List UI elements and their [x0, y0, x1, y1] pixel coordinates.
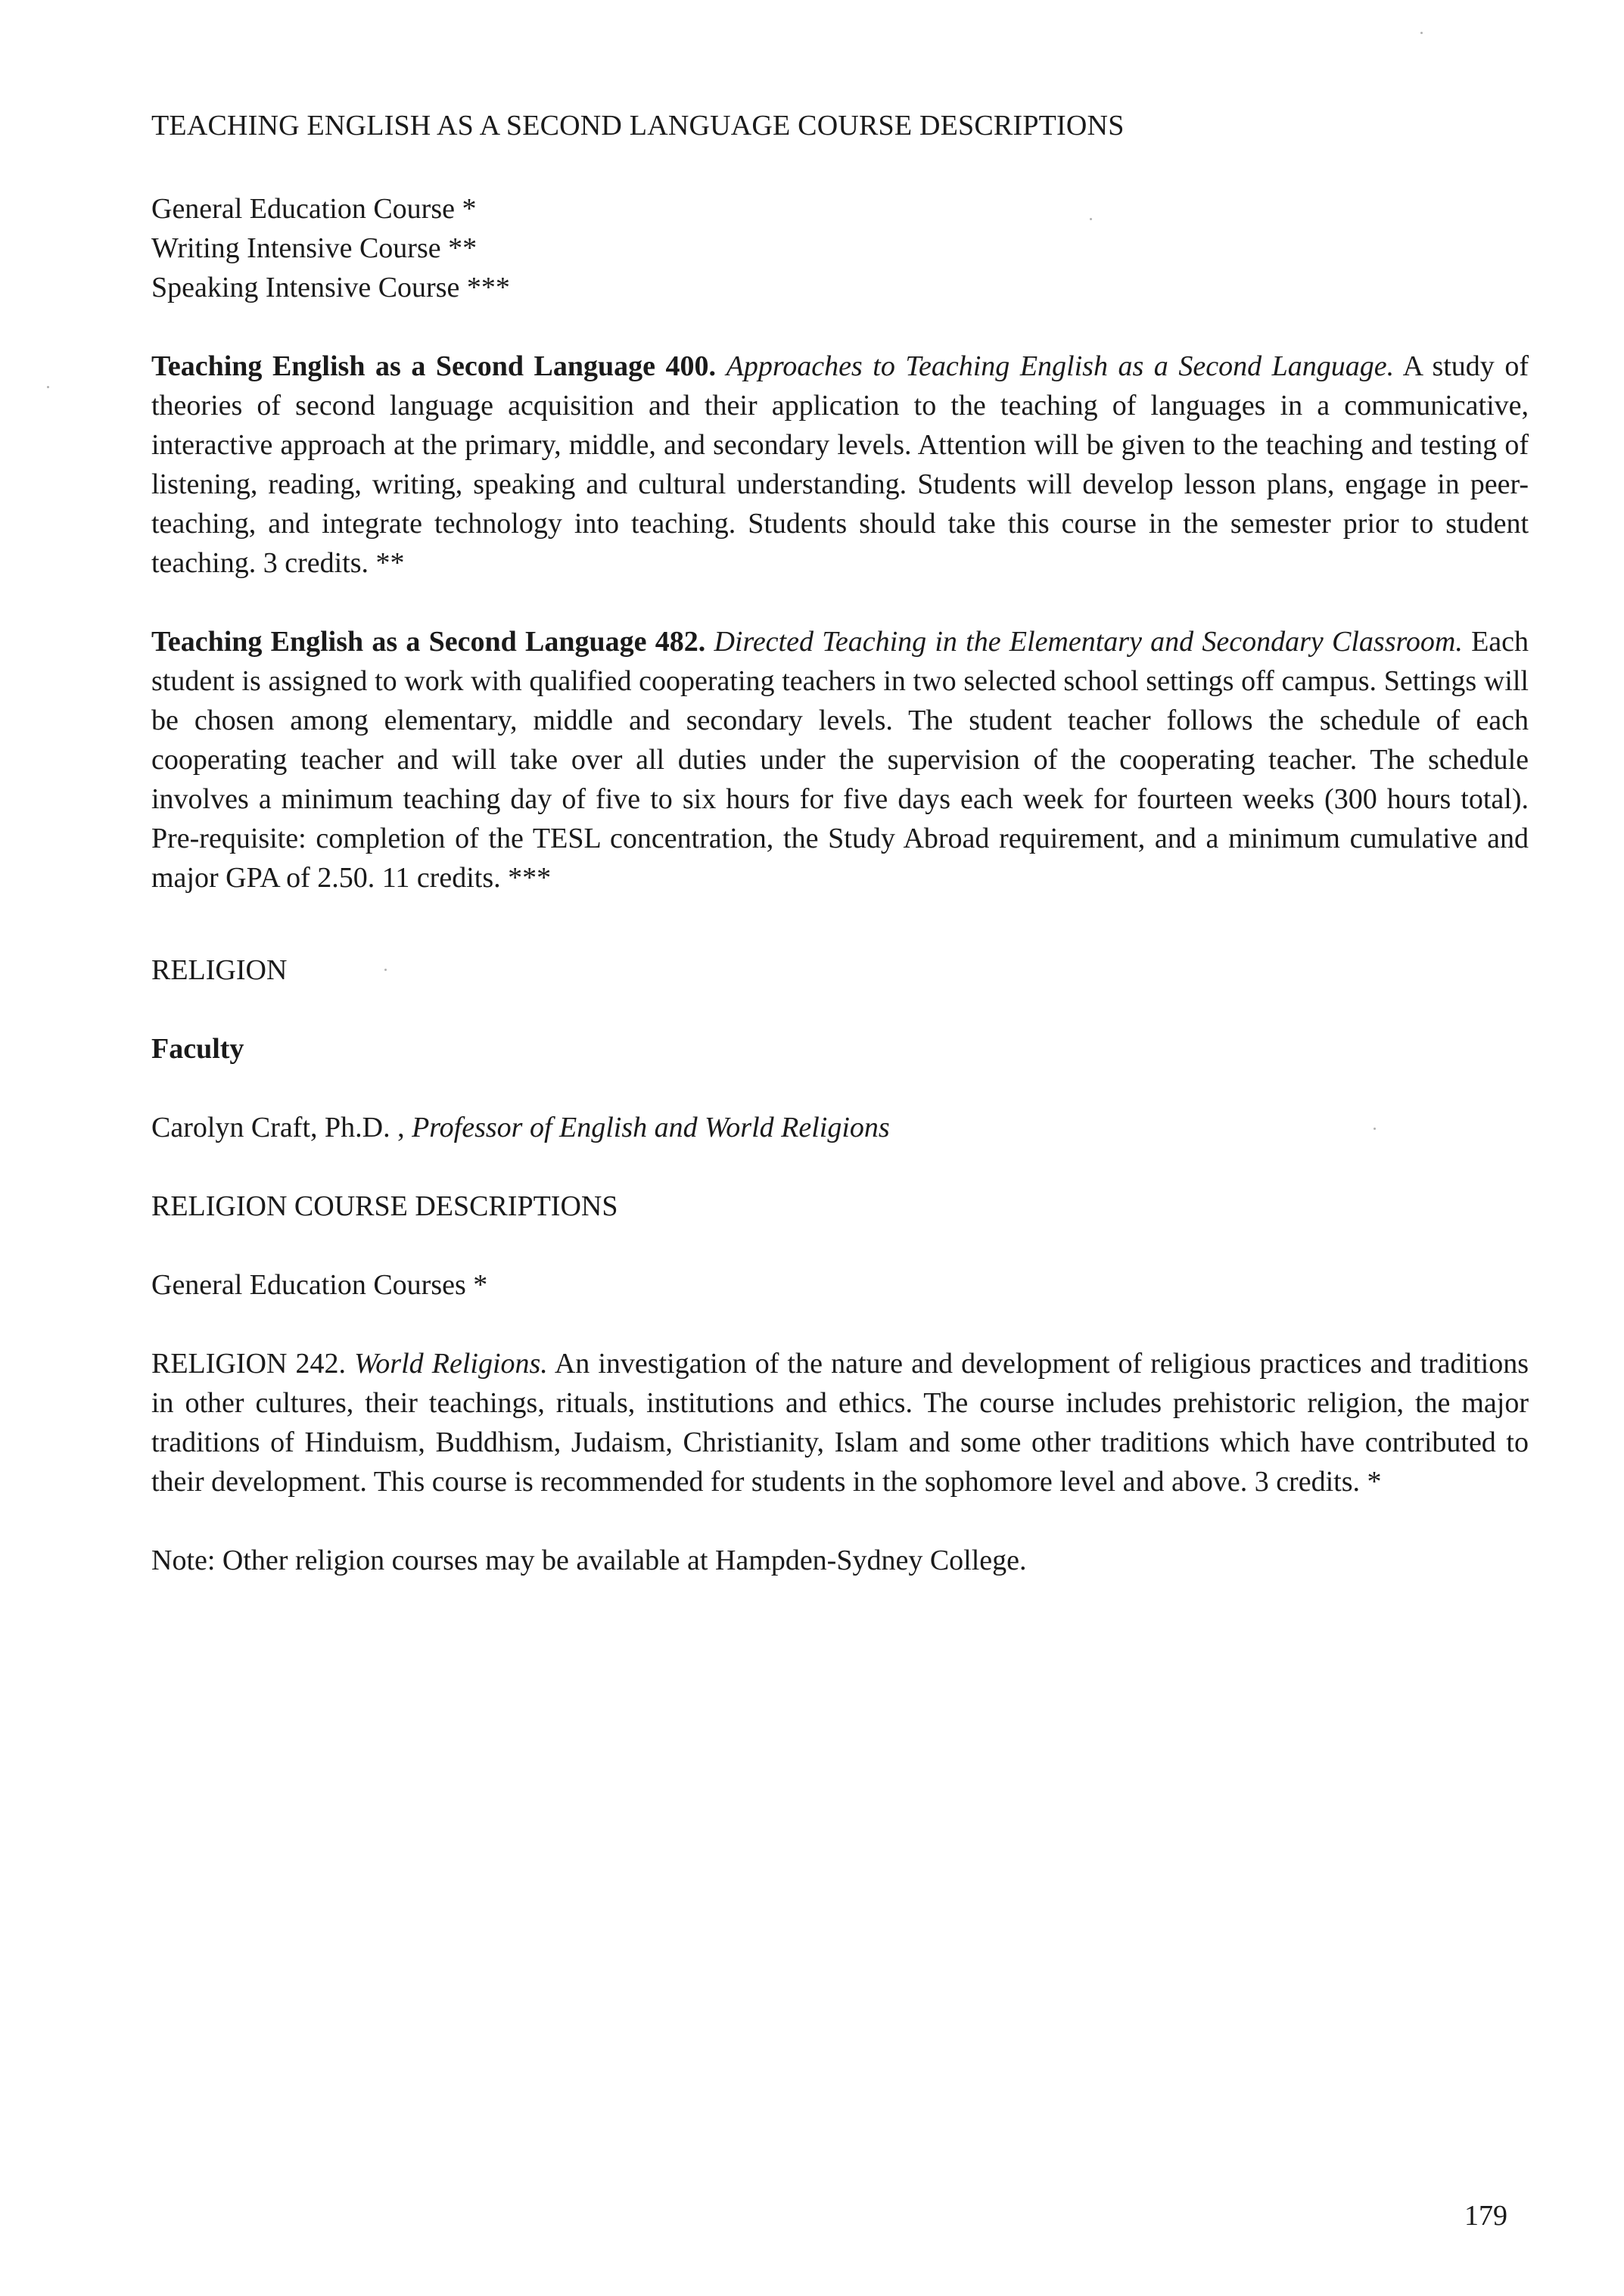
course-number: Teaching English as a Second Language 482.: [151, 626, 706, 658]
course-tesl-482: [151, 622, 1529, 898]
scan-speck: [1090, 218, 1092, 220]
course-title: World Religions.: [354, 1348, 548, 1380]
scan-speck: [1420, 32, 1423, 34]
course-number: Teaching English as a Second Language 400.: [151, 350, 717, 382]
faculty-label: Faculty: [151, 1033, 244, 1065]
legend-general-education: General Education Course *: [151, 193, 477, 225]
tesl-legend: [151, 189, 1529, 307]
religion-note: Note: Other religion courses may be available at Hampden-Sydney College.: [151, 1545, 1027, 1576]
legend-writing-intensive: Writing Intensive Course **: [151, 232, 478, 264]
course-tesl-400: [151, 347, 1529, 583]
tesl-heading: TEACHING ENGLISH AS A SECOND LANGUAGE COURSE DESCRIPTIONS: [151, 110, 1125, 142]
religion-heading: RELIGION: [151, 954, 288, 986]
religion-course-heading: RELIGION COURSE DESCRIPTIONS: [151, 1190, 618, 1222]
course-description: An investigation of the nature and development of religious practices and traditions in other cultures, their teachings, rituals, institutions and ethics. The course includes prehistoric religion, the major traditions of Hinduism, Buddhism, Judaism, Christianity, Islam and some other traditions which have contributed to their development. This course is recommended for students in the sophomore level and above. 3 credits. *: [151, 1348, 1529, 1498]
course-description: A study of theories of second language acquisition and their application to the teaching of languages in a communicative, interactive approach at the primary, middle, and secondary levels. Attention will be given to the teaching and testing of listening, reading, writing, speaking and cultural understanding. Students will develop lesson plans, engage in peer-teaching, and integrate technology into teaching. Students should take this course in the semester prior to student teaching. 3 credits. **: [151, 350, 1529, 579]
course-religion-242: [151, 1344, 1529, 1501]
faculty-title: Professor of English and World Religions: [412, 1112, 890, 1143]
scan-speck: [47, 386, 49, 388]
course-title: Approaches to Teaching English as a Second Language.: [726, 350, 1395, 382]
scan-speck: [1374, 1128, 1376, 1130]
faculty-member: [151, 1108, 1529, 1147]
faculty-name: Carolyn Craft, Ph.D. ,: [151, 1112, 405, 1143]
page-number: 179: [1464, 2200, 1507, 2232]
course-description: Each student is assigned to work with qualified cooperating teachers in two selected school settings off campus. Settings will be chosen among elementary, middle and secondary levels. The student teacher follows the schedule of each cooperating teacher and will take over all duties under the supervision of the cooperating teacher. The schedule involves a minimum teaching day of five to six hours for five days each week for fourteen weeks (300 hours total). Pre-requisite: completion of the TESL concentration, the Study Abroad requirement, and a minimum cumulative and major GPA of 2.50. 11 credits. ***: [151, 626, 1529, 894]
religion-legend: General Education Courses *: [151, 1269, 488, 1301]
catalog-page: [151, 106, 1529, 1580]
legend-speaking-intensive: Speaking Intensive Course ***: [151, 272, 510, 303]
course-title: Directed Teaching in the Elementary and Secondary Classroom.: [714, 626, 1463, 658]
scan-speck: [384, 969, 387, 971]
course-number: RELIGION 242.: [151, 1348, 347, 1380]
